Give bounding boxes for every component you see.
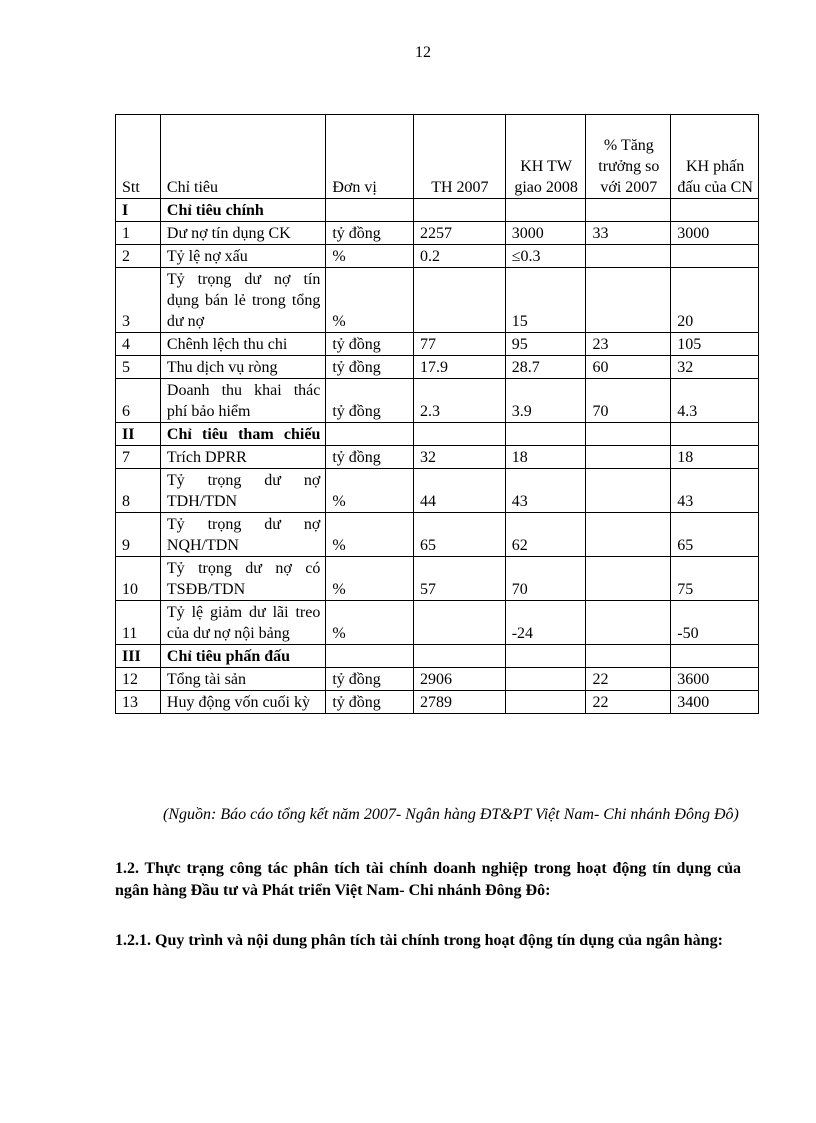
cell-kh-cn: 4.3	[671, 379, 759, 423]
header-stt: Stt	[116, 115, 161, 199]
cell-unit: tỷ đồng	[326, 446, 414, 469]
cell-stt: 4	[116, 333, 161, 356]
cell-indicator: Tỷ trọng dư nợ tín dụng bán lẻ trong tổng dư nợ	[160, 268, 325, 333]
cell-stt: II	[116, 423, 161, 446]
cell-unit: %	[326, 513, 414, 557]
cell-th-2007: 2257	[414, 222, 506, 245]
cell-growth-pct: 22	[586, 691, 671, 714]
cell-growth-pct	[586, 446, 671, 469]
cell-kh-tw-2008: 3.9	[505, 379, 586, 423]
cell-kh-cn	[671, 645, 759, 668]
cell-kh-tw-2008: 43	[505, 469, 586, 513]
table-row	[116, 333, 759, 356]
cell-stt: I	[116, 199, 161, 222]
header-kh-tw-2008: KH TW giao 2008	[505, 115, 586, 199]
cell-unit: %	[326, 245, 414, 268]
cell-kh-cn: 43	[671, 469, 759, 513]
cell-growth-pct	[586, 601, 671, 645]
cell-indicator: Tỷ trọng dư nợ NQH/TDN	[160, 513, 325, 557]
header-indicator: Chỉ tiêu	[160, 115, 325, 199]
cell-stt: 3	[116, 268, 161, 333]
cell-stt: 13	[116, 691, 161, 714]
cell-kh-tw-2008	[505, 668, 586, 691]
cell-kh-cn: 105	[671, 333, 759, 356]
header-kh-cn: KH phấn đấu của CN	[671, 115, 759, 199]
cell-growth-pct: 22	[586, 668, 671, 691]
cell-unit: tỷ đồng	[326, 668, 414, 691]
cell-kh-tw-2008	[505, 691, 586, 714]
cell-indicator: Tổng tài sản	[160, 668, 325, 691]
cell-kh-tw-2008	[505, 645, 586, 668]
cell-kh-cn: 18	[671, 446, 759, 469]
cell-kh-cn: 3600	[671, 668, 759, 691]
header-unit: Đơn vị	[326, 115, 414, 199]
cell-growth-pct	[586, 645, 671, 668]
cell-th-2007	[414, 199, 506, 222]
cell-th-2007	[414, 645, 506, 668]
cell-unit: %	[326, 268, 414, 333]
cell-kh-tw-2008: 18	[505, 446, 586, 469]
cell-th-2007	[414, 601, 506, 645]
cell-kh-cn: 3000	[671, 222, 759, 245]
cell-kh-tw-2008: 3000	[505, 222, 586, 245]
cell-unit: tỷ đồng	[326, 333, 414, 356]
cell-kh-tw-2008	[505, 199, 586, 222]
cell-indicator: Doanh thu khai thác phí bảo hiểm	[160, 379, 325, 423]
table-row	[116, 268, 759, 333]
cell-growth-pct	[586, 423, 671, 446]
table-section-row	[116, 645, 759, 668]
cell-growth-pct	[586, 513, 671, 557]
cell-indicator: Tỷ trọng dư nợ TDH/TDN	[160, 469, 325, 513]
table-header-row	[116, 115, 759, 199]
cell-stt: III	[116, 645, 161, 668]
cell-unit	[326, 199, 414, 222]
cell-kh-tw-2008: 15	[505, 268, 586, 333]
cell-th-2007: 57	[414, 557, 506, 601]
header-th-2007: TH 2007	[414, 115, 506, 199]
cell-growth-pct	[586, 245, 671, 268]
table-section-row	[116, 199, 759, 222]
cell-kh-tw-2008: ≤0.3	[505, 245, 586, 268]
cell-kh-cn: 75	[671, 557, 759, 601]
cell-kh-tw-2008: 62	[505, 513, 586, 557]
cell-unit: %	[326, 557, 414, 601]
cell-unit: tỷ đồng	[326, 222, 414, 245]
cell-th-2007: 2.3	[414, 379, 506, 423]
cell-indicator: Thu dịch vụ ròng	[160, 356, 325, 379]
cell-stt: 1	[116, 222, 161, 245]
cell-unit: tỷ đồng	[326, 379, 414, 423]
cell-indicator: Tỷ lệ giảm dư lãi treo của dư nợ nội bảng	[160, 601, 325, 645]
cell-th-2007: 44	[414, 469, 506, 513]
cell-kh-cn	[671, 199, 759, 222]
indicator-table	[115, 114, 759, 714]
cell-unit: %	[326, 469, 414, 513]
cell-growth-pct	[586, 268, 671, 333]
source-note: (Nguồn: Báo cáo tổng kết năm 2007- Ngân hàng ĐT&PT Việt Nam- Chi nhánh Đông Đô)	[163, 806, 739, 823]
cell-th-2007: 2906	[414, 668, 506, 691]
table-row	[116, 668, 759, 691]
cell-kh-cn	[671, 423, 759, 446]
cell-th-2007: 77	[414, 333, 506, 356]
cell-stt: 9	[116, 513, 161, 557]
header-growth-pct: % Tăng trưởng so với 2007	[586, 115, 671, 199]
cell-indicator: Chỉ tiêu chính	[160, 199, 325, 222]
cell-kh-tw-2008	[505, 423, 586, 446]
cell-stt: 7	[116, 446, 161, 469]
cell-indicator: Huy động vốn cuối kỳ	[160, 691, 325, 714]
page-number: 12	[415, 44, 431, 61]
cell-growth-pct: 33	[586, 222, 671, 245]
cell-growth-pct	[586, 557, 671, 601]
table-row	[116, 446, 759, 469]
table-row	[116, 513, 759, 557]
table-row	[116, 379, 759, 423]
cell-indicator: Chỉ tiêu tham chiếu	[160, 423, 325, 446]
cell-kh-cn: 3400	[671, 691, 759, 714]
cell-growth-pct: 60	[586, 356, 671, 379]
cell-indicator: Tỷ trọng dư nợ có TSĐB/TDN	[160, 557, 325, 601]
cell-kh-cn	[671, 245, 759, 268]
cell-th-2007: 32	[414, 446, 506, 469]
cell-stt: 10	[116, 557, 161, 601]
table-row	[116, 245, 759, 268]
cell-stt: 11	[116, 601, 161, 645]
cell-indicator: Tỷ lệ nợ xấu	[160, 245, 325, 268]
cell-unit	[326, 645, 414, 668]
cell-kh-tw-2008: 70	[505, 557, 586, 601]
cell-stt: 12	[116, 668, 161, 691]
cell-kh-cn: 32	[671, 356, 759, 379]
cell-kh-tw-2008: 28.7	[505, 356, 586, 379]
table-row	[116, 469, 759, 513]
table-row	[116, 601, 759, 645]
cell-th-2007: 2789	[414, 691, 506, 714]
cell-unit: tỷ đồng	[326, 356, 414, 379]
table-row	[116, 691, 759, 714]
cell-indicator: Chỉ tiêu phấn đấu	[160, 645, 325, 668]
section-heading-1-2-1: 1.2.1. Quy trình và nội dung phân tích tài chính trong hoạt động tín dụng của ngân hàng:	[115, 932, 723, 949]
cell-kh-tw-2008: 95	[505, 333, 586, 356]
cell-kh-cn: -50	[671, 601, 759, 645]
cell-growth-pct	[586, 199, 671, 222]
cell-stt: 2	[116, 245, 161, 268]
cell-indicator: Chênh lệch thu chi	[160, 333, 325, 356]
cell-kh-cn: 65	[671, 513, 759, 557]
cell-growth-pct: 23	[586, 333, 671, 356]
cell-stt: 8	[116, 469, 161, 513]
cell-growth-pct	[586, 469, 671, 513]
cell-growth-pct: 70	[586, 379, 671, 423]
cell-th-2007: 17.9	[414, 356, 506, 379]
table-row	[116, 356, 759, 379]
section-heading-1-2: 1.2. Thực trạng công tác phân tích tài chính doanh nghiệp trong hoạt động tín dụng của ngân hàng Đầu tư và Phát triển Việt Nam- Chi nhánh Đông Đô:	[115, 860, 741, 899]
cell-th-2007	[414, 268, 506, 333]
cell-th-2007	[414, 423, 506, 446]
cell-stt: 5	[116, 356, 161, 379]
cell-kh-tw-2008: -24	[505, 601, 586, 645]
cell-th-2007: 65	[414, 513, 506, 557]
table-row	[116, 222, 759, 245]
table-row	[116, 557, 759, 601]
cell-kh-cn: 20	[671, 268, 759, 333]
cell-stt: 6	[116, 379, 161, 423]
cell-indicator: Dư nợ tín dụng CK	[160, 222, 325, 245]
table-section-row	[116, 423, 759, 446]
cell-indicator: Trích DPRR	[160, 446, 325, 469]
cell-th-2007: 0.2	[414, 245, 506, 268]
cell-unit: tỷ đồng	[326, 691, 414, 714]
cell-unit: %	[326, 601, 414, 645]
cell-unit	[326, 423, 414, 446]
